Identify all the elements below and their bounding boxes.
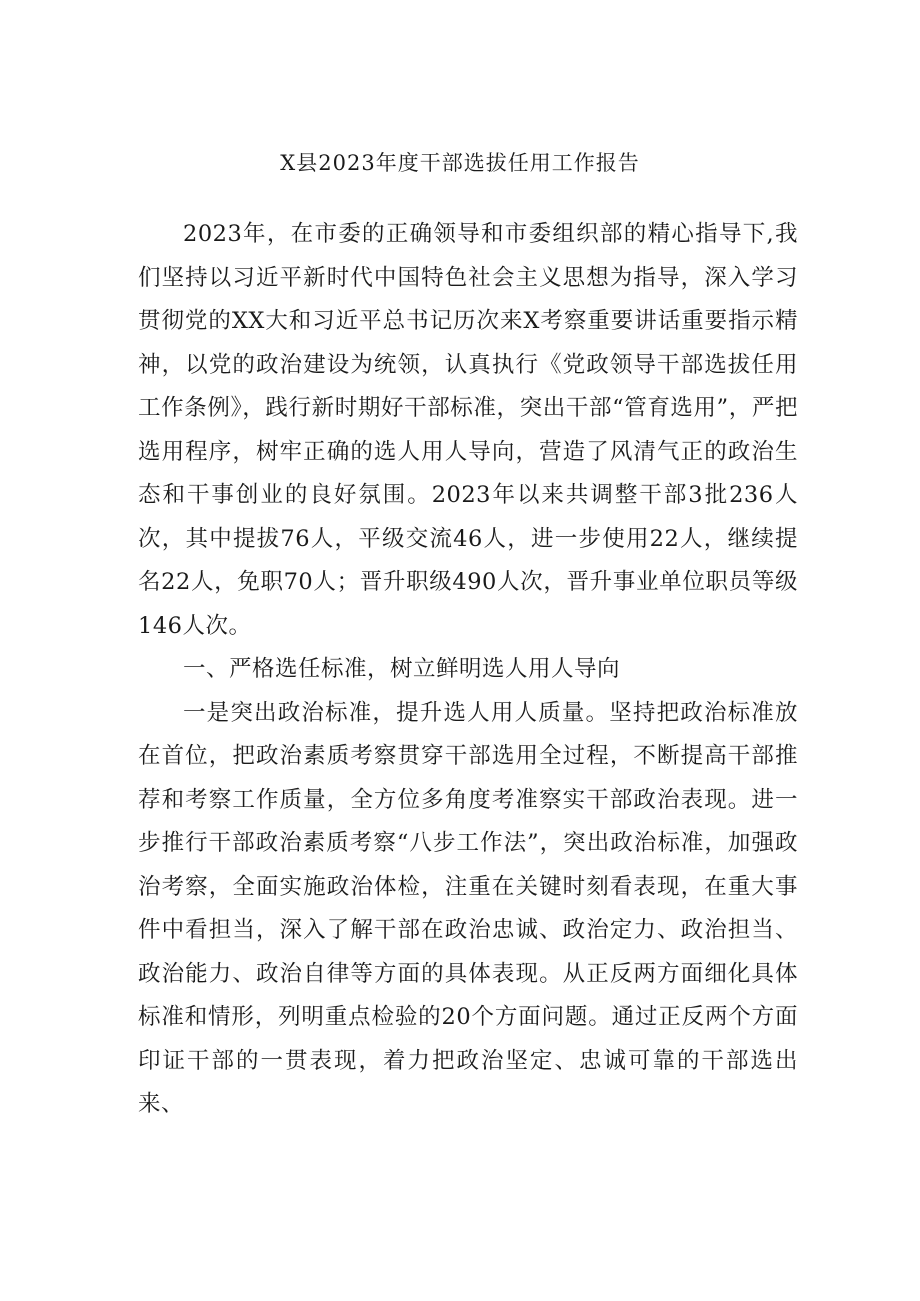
section-paragraph: 一是突出政治标准，提升选人用人质量。坚持把政治标准放在首位，把政治素质考察贯穿干部选用全过程，不断提高干部推荐和考察工作质量，全方位多角度考准察实干部政治表现。进一步推行干部政治素质考察“八步工作法”，突出政治标准，加强政治考察，全面实施政治体检，注重在关键时刻看表现，在重大事件中看担当，深入了解干部在政治忠诚、政治定力、政治担当、政治能力、政治自律等方面的具体表现。从正反两方面细化具体标准和情形，列明重点检验的20个方面问题。通过正反两个方面印证干部的一贯表现，着力把政治坚定、忠诚可靠的干部选出来、 bbox=[138, 699, 798, 1117]
section-heading: 一、严格选任标准，树立鲜明选人用人导向 bbox=[183, 656, 621, 682]
intro-paragraph: 2023年，在市委的正确领导和市委组织部的精心指导下,我们坚持以习近平新时代中国特色社会主义思想为指导，深入学习贯彻党的XX大和习近平总书记历次来X考察重要讲话重要指示精神，以党的政治建设为统领，认真执行《党政领导干部选拔任用工作条例》，践行新时期好干部标准，突出干部“管育选用”，严把选用程序，树牢正确的选人用人导向，营造了风清气正的政治生态和干事创业的良好氛围。2023年以来共调整干部3批236人次，其中提拔76人，平级交流46人，进一步使用22人，继续提名22人，免职70人；晋升职级490人次，晋升事业单位职员等级146人次。 bbox=[138, 221, 798, 639]
document-body bbox=[138, 213, 798, 1127]
document-title: X县2023年度干部选拔任用工作报告 bbox=[280, 151, 640, 175]
